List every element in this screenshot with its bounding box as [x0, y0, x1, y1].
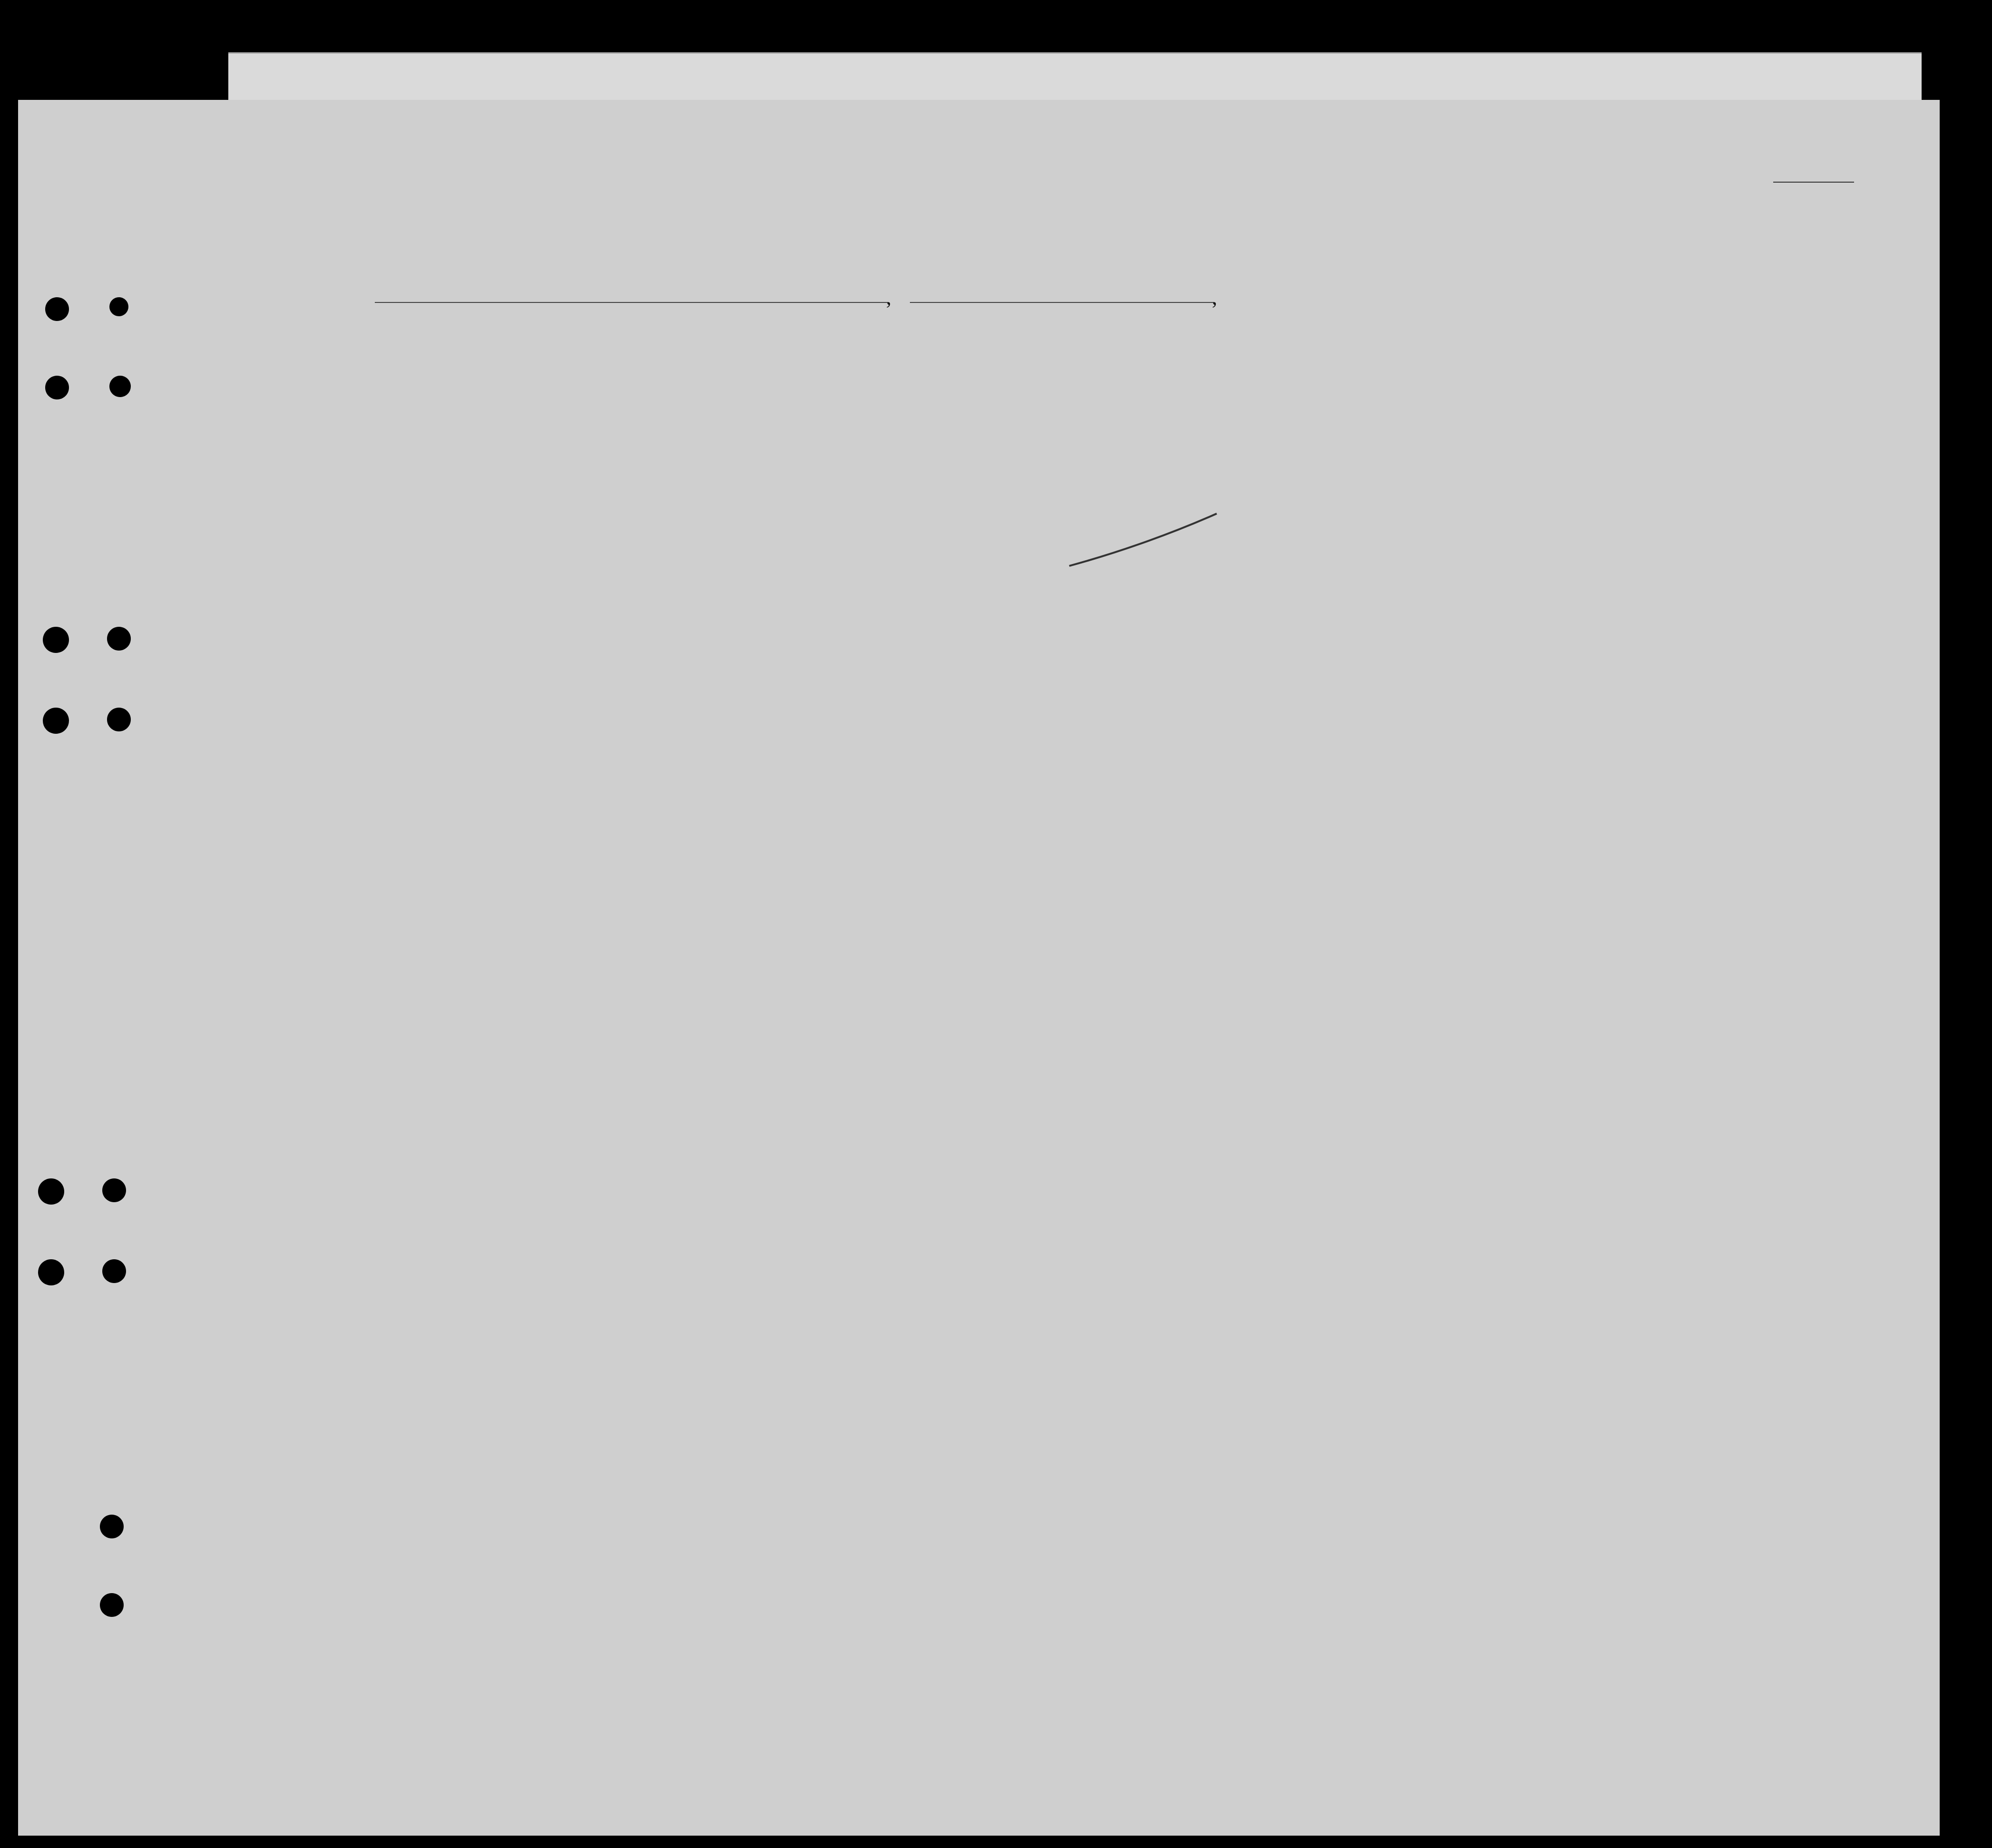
binder-hole	[43, 708, 69, 734]
binder-hole	[38, 1178, 64, 1205]
binder-hole	[45, 297, 69, 321]
binder-hole	[107, 708, 131, 731]
binder-hole	[107, 627, 131, 651]
form-grid	[18, 100, 1940, 1836]
binder-hole	[100, 1515, 124, 1538]
pen-stroke	[1064, 509, 1226, 575]
binder-hole	[38, 1259, 64, 1285]
manifest-sheet: , ,	[18, 100, 1940, 1836]
binder-hole	[102, 1259, 126, 1283]
binder-hole	[45, 376, 69, 399]
binder-hole	[100, 1593, 124, 1617]
binder-hole	[109, 297, 128, 316]
binder-hole	[102, 1178, 126, 1202]
binder-hole	[109, 376, 131, 397]
binder-hole	[43, 627, 69, 653]
